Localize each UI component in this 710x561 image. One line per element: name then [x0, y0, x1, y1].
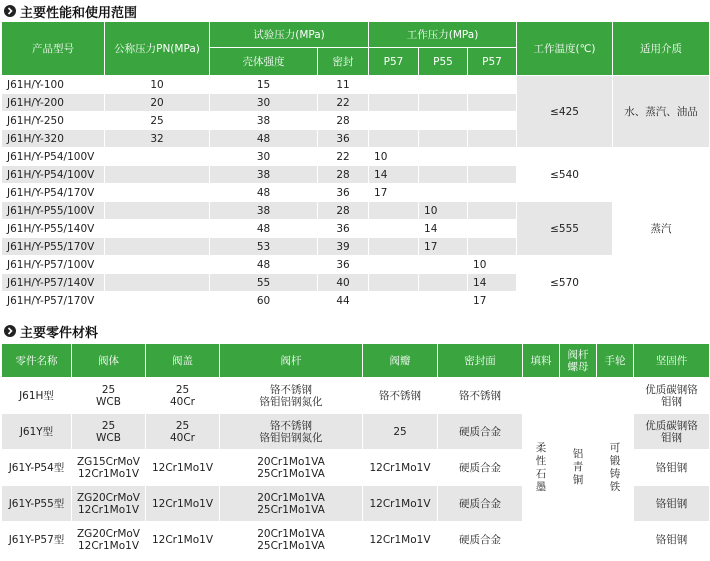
cell-stem-line2: 25Cr1Mo1VA [257, 539, 325, 552]
header-p57b: P57 [468, 48, 517, 76]
cell-p1: 10 [369, 148, 419, 166]
cell-fastener-line1: 优质碳钢铬 [645, 419, 698, 432]
cell-p2: 14 [419, 220, 468, 238]
cell-p1 [369, 256, 419, 274]
packing-char: 石 [535, 467, 547, 480]
cell-part-name: J61H型 [2, 378, 72, 414]
cell-p2 [419, 184, 468, 202]
cell-pn [105, 166, 210, 184]
section-title-materials [4, 322, 98, 340]
cell-body: 48 [210, 130, 318, 148]
cell-seal: 28 [318, 166, 369, 184]
header-pn: 公称压力PN(MPa) [105, 22, 210, 76]
table-row [2, 378, 710, 414]
cell-p3 [468, 166, 517, 184]
cell-p2 [419, 256, 468, 274]
table-row [2, 76, 710, 94]
cell-bonnet-line2: 40Cr [169, 395, 195, 408]
packing-char: 墨 [535, 480, 547, 493]
cell-body-line1: 25 [101, 419, 116, 432]
cell-body: 30 [210, 148, 318, 166]
cell-pn [105, 184, 210, 202]
cell-stem-line1: 20Cr1Mo1VA [257, 527, 325, 540]
cell-stem-line1: 铬不锈钢 [270, 419, 312, 432]
nut-char: 铜 [572, 474, 584, 486]
materials-table [1, 343, 710, 558]
cell-body: 38 [210, 112, 318, 130]
header-body-strength: 壳体强度 [210, 48, 318, 76]
cell-p1 [369, 274, 419, 292]
cell-p2 [419, 94, 468, 112]
cell-bonnet: 12Cr1Mo1V [146, 522, 220, 558]
cell-model: J61H/Y-100 [2, 76, 105, 94]
cell-body-line2: 12Cr1Mo1V [77, 539, 140, 552]
cell-stem [220, 414, 363, 450]
cell-body [72, 378, 146, 414]
cell-media: 水、蒸汽、油品 [613, 76, 710, 148]
cell-fastener: 铬钼钢 [634, 522, 710, 558]
cell-p2 [419, 76, 468, 94]
cell-body: 55 [210, 274, 318, 292]
cell-seal: 36 [318, 220, 369, 238]
cell-media: 蒸汽 [613, 148, 710, 310]
header-stem: 阀杆 [220, 344, 363, 378]
cell-seal: 11 [318, 76, 369, 94]
table-row [2, 256, 710, 274]
header-fastener: 坚固件 [634, 344, 710, 378]
header-model: 产品型号 [2, 22, 105, 76]
cell-body: 38 [210, 166, 318, 184]
cell-body-line1: 25 [101, 383, 116, 396]
cell-fastener: 铬钼钢 [634, 450, 710, 486]
section-title-performance [4, 2, 137, 20]
performance-table [1, 21, 710, 310]
cell-p3: 10 [468, 256, 517, 274]
cell-seal: 44 [318, 292, 369, 310]
cell-bonnet-line2: 40Cr [169, 431, 195, 444]
cell-body-line1: ZG20CrMoV [76, 491, 140, 504]
header-packing: 填料 [523, 344, 560, 378]
wheel-char: 锻 [609, 454, 621, 467]
cell-p1 [369, 130, 419, 148]
cell-fastener [634, 378, 710, 414]
cell-disc: 12Cr1Mo1V [363, 486, 438, 522]
cell-model: J61H/Y-200 [2, 94, 105, 112]
cell-p1: 17 [369, 184, 419, 202]
cell-seal: 28 [318, 202, 369, 220]
header-seal-face: 密封面 [438, 344, 523, 378]
table-row [2, 148, 710, 166]
cell-body: 53 [210, 238, 318, 256]
cell-seal-face: 硬质合金 [438, 522, 523, 558]
cell-stem [220, 378, 363, 414]
cell-part-name: J61Y型 [2, 414, 72, 450]
cell-handwheel [597, 378, 634, 558]
cell-disc: 25 [363, 414, 438, 450]
header-seal: 密封 [318, 48, 369, 76]
cell-stem-line2: 铬钼铝钢氮化 [259, 431, 323, 444]
cell-packing [523, 378, 560, 558]
cell-disc: 12Cr1Mo1V [363, 522, 438, 558]
cell-p2 [419, 130, 468, 148]
cell-disc: 铬不锈钢 [363, 378, 438, 414]
cell-body-line1: ZG20CrMoV [76, 527, 140, 540]
header-stem-nut [560, 344, 597, 378]
cell-bonnet [146, 414, 220, 450]
cell-seal: 40 [318, 274, 369, 292]
cell-model: J61H/Y-P55/100V [2, 202, 105, 220]
cell-stem-line1: 20Cr1Mo1VA [257, 491, 325, 504]
cell-pn: 10 [105, 76, 210, 94]
cell-p1 [369, 238, 419, 256]
cell-temp: ≤570 [517, 256, 613, 310]
cell-temp: ≤555 [517, 202, 613, 256]
header-temp: 工作温度(℃) [517, 22, 613, 76]
cell-p3 [468, 112, 517, 130]
cell-body: 48 [210, 184, 318, 202]
cell-model: J61H/Y-P54/100V [2, 166, 105, 184]
cell-bonnet [146, 378, 220, 414]
cell-seal: 36 [318, 184, 369, 202]
cell-stem-line2: 25Cr1Mo1VA [257, 467, 325, 480]
cell-p3 [468, 148, 517, 166]
cell-body-line2: WCB [96, 431, 121, 444]
cell-temp: ≤425 [517, 76, 613, 148]
cell-p1 [369, 202, 419, 220]
cell-fastener-line2: 钼钢 [661, 395, 682, 408]
cell-pn: 25 [105, 112, 210, 130]
cell-p3: 14 [468, 274, 517, 292]
cell-p1 [369, 220, 419, 238]
cell-body: 15 [210, 76, 318, 94]
cell-seal-face: 硬质合金 [438, 414, 523, 450]
cell-body-line2: WCB [96, 395, 121, 408]
cell-p2: 10 [419, 202, 468, 220]
cell-p3 [468, 76, 517, 94]
cell-pn: 32 [105, 130, 210, 148]
cell-stem [220, 450, 363, 486]
cell-p3 [468, 94, 517, 112]
cell-model: J61H/Y-P54/100V [2, 148, 105, 166]
cell-p2 [419, 148, 468, 166]
cell-pn [105, 202, 210, 220]
cell-part-name: J61Y-P57型 [2, 522, 72, 558]
cell-model: J61H/Y-P55/170V [2, 238, 105, 256]
cell-seal-face: 硬质合金 [438, 486, 523, 522]
cell-part-name: J61Y-P54型 [2, 450, 72, 486]
cell-body [72, 450, 146, 486]
cell-p3: 17 [468, 292, 517, 310]
nut-char: 青 [572, 461, 584, 473]
cell-p3 [468, 184, 517, 202]
cell-p3 [468, 130, 517, 148]
table-row [2, 202, 710, 220]
header-p57a: P57 [369, 48, 419, 76]
cell-part-name: J61Y-P55型 [2, 486, 72, 522]
header-stem-nut-line2: 螺母 [567, 360, 589, 373]
cell-temp: ≤540 [517, 148, 613, 202]
cell-pn [105, 292, 210, 310]
packing-char: 性 [535, 454, 547, 467]
cell-seal: 39 [318, 238, 369, 256]
cell-p1 [369, 292, 419, 310]
cell-seal: 36 [318, 256, 369, 274]
cell-seal-face: 铬不锈钢 [438, 378, 523, 414]
cell-stem-line2: 铬钼铝钢氮化 [259, 395, 323, 408]
cell-p2 [419, 166, 468, 184]
header-part-name: 零件名称 [2, 344, 72, 378]
cell-fastener-line1: 优质碳钢铬 [645, 383, 698, 396]
header-bonnet: 阀盖 [146, 344, 220, 378]
cell-p1 [369, 112, 419, 130]
wheel-char: 铁 [609, 480, 621, 493]
cell-bonnet-line1: 25 [175, 383, 190, 396]
header-work-pressure: 工作压力(MPa) [369, 22, 517, 48]
cell-body-line2: 12Cr1Mo1V [77, 503, 140, 516]
header-body: 阀体 [72, 344, 146, 378]
cell-model: J61H/Y-P54/170V [2, 184, 105, 202]
cell-seal: 36 [318, 130, 369, 148]
cell-stem [220, 522, 363, 558]
cell-pn [105, 238, 210, 256]
header-p55: P55 [419, 48, 468, 76]
cell-p3 [468, 202, 517, 220]
cell-body [72, 486, 146, 522]
cell-model: J61H/Y-P57/140V [2, 274, 105, 292]
cell-model: J61H/Y-P57/170V [2, 292, 105, 310]
header-disc: 阀瓣 [363, 344, 438, 378]
cell-model: J61H/Y-250 [2, 112, 105, 130]
wheel-char: 铸 [609, 467, 621, 480]
cell-p3 [468, 220, 517, 238]
section-title-text: 主要性能和使用范围 [20, 5, 138, 21]
section-title-text: 主要零件材料 [20, 325, 99, 341]
cell-bonnet: 12Cr1Mo1V [146, 486, 220, 522]
cell-p2 [419, 274, 468, 292]
cell-body: 60 [210, 292, 318, 310]
header-media: 适用介质 [613, 22, 710, 76]
cell-p2 [419, 292, 468, 310]
cell-pn [105, 256, 210, 274]
cell-bonnet-line1: 25 [175, 419, 190, 432]
cell-fastener [634, 414, 710, 450]
cell-pn [105, 220, 210, 238]
cell-body-line1: ZG15CrMoV [76, 455, 140, 468]
cell-pn: 20 [105, 94, 210, 112]
cell-disc: 12Cr1Mo1V [363, 450, 438, 486]
cell-body-line2: 12Cr1Mo1V [77, 467, 140, 480]
chevron-circle-icon [4, 325, 16, 337]
cell-p1 [369, 94, 419, 112]
cell-body: 30 [210, 94, 318, 112]
cell-fastener: 铬钼钢 [634, 486, 710, 522]
cell-stem [220, 486, 363, 522]
cell-pn [105, 274, 210, 292]
cell-body: 38 [210, 202, 318, 220]
cell-body [72, 414, 146, 450]
cell-stem-line1: 铬不锈钢 [270, 383, 312, 396]
cell-seal: 28 [318, 112, 369, 130]
nut-char: 铝 [572, 448, 584, 460]
cell-seal: 22 [318, 148, 369, 166]
cell-stem-line1: 20Cr1Mo1VA [257, 455, 325, 468]
cell-seal: 22 [318, 94, 369, 112]
header-handwheel: 手轮 [597, 344, 634, 378]
cell-p3 [468, 238, 517, 256]
packing-char: 柔 [535, 441, 547, 454]
cell-fastener-line2: 钼钢 [661, 431, 682, 444]
cell-seal-face: 硬质合金 [438, 450, 523, 486]
cell-p2: 17 [419, 238, 468, 256]
cell-model: J61H/Y-P55/140V [2, 220, 105, 238]
header-stem-nut-line1: 阀杆 [567, 348, 589, 361]
cell-stem-nut [560, 378, 597, 558]
cell-pn [105, 148, 210, 166]
cell-p1: 14 [369, 166, 419, 184]
cell-body: 48 [210, 256, 318, 274]
cell-body: 48 [210, 220, 318, 238]
cell-p1 [369, 76, 419, 94]
cell-stem-line2: 25Cr1Mo1VA [257, 503, 325, 516]
cell-bonnet: 12Cr1Mo1V [146, 450, 220, 486]
cell-model: J61H/Y-P57/100V [2, 256, 105, 274]
cell-body [72, 522, 146, 558]
wheel-char: 可 [609, 441, 621, 454]
chevron-circle-icon [4, 5, 16, 17]
cell-p2 [419, 112, 468, 130]
header-test-pressure: 试验压力(MPa) [210, 22, 369, 48]
cell-model: J61H/Y-320 [2, 130, 105, 148]
